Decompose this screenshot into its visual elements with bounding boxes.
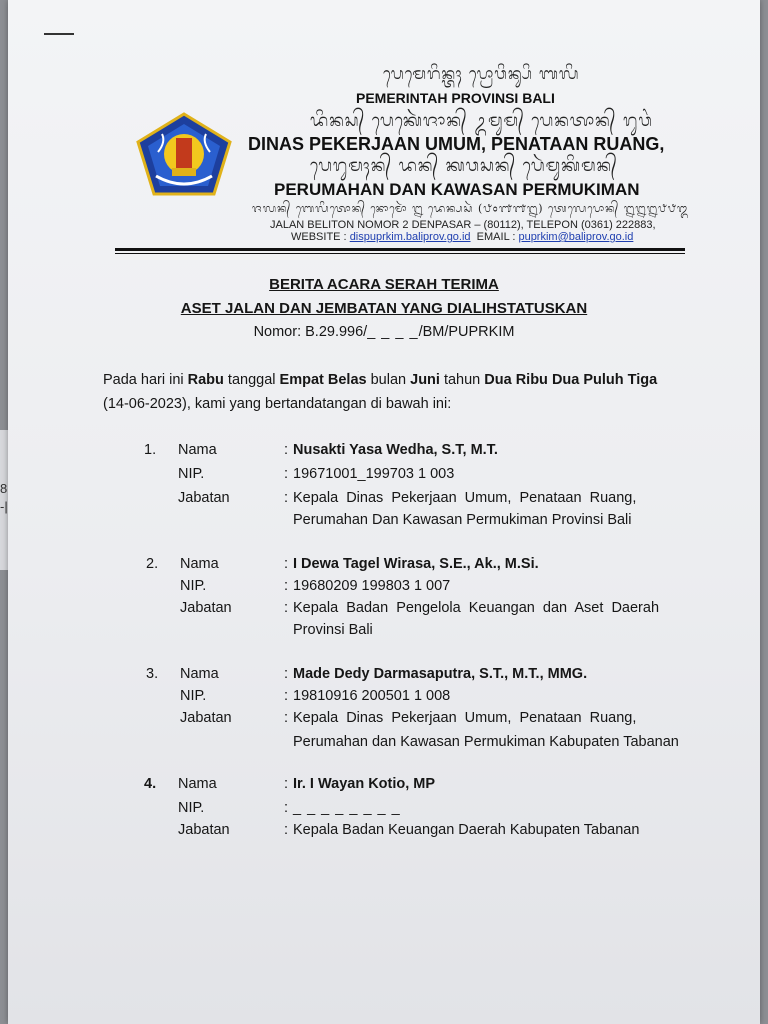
- adjacent-paper-text: 8 -|: [0, 481, 8, 514]
- party-number: 4.: [144, 776, 157, 792]
- party-position-cont: Provinsi Bali: [293, 622, 373, 638]
- colon: :: [284, 600, 289, 616]
- letterhead-rule: [115, 248, 685, 251]
- party-position-cont: Perumahan Dan Kawasan Permukiman Provinsi Bali: [293, 512, 632, 528]
- bali-province-emblem-icon: [136, 112, 232, 196]
- party-name: Nusakti Yasa Wedha, S.T, M.T.: [293, 442, 498, 458]
- colon: :: [284, 710, 289, 726]
- party-position: Kepala Badan Pengelola Keuangan dan Aset Daerah: [293, 600, 660, 616]
- address-line: JALAN BELITON NOMOR 2 DENPASAR – (80112), TELEPON (0361) 222883,: [270, 219, 656, 231]
- party-name: Ir. I Wayan Kotio, MP: [293, 776, 436, 792]
- party-number: 3.: [146, 666, 159, 682]
- pen-mark: [44, 33, 74, 35]
- intro-line1: Pada hari ini Rabu tanggal Empat Belas bulan Juni tahun Dua Ribu Dua Puluh Tiga: [103, 372, 658, 388]
- balinese-script-line: ᬧᬾᬫᬾᬭᬶᬦ᭄ᬢᬄ ᬧ᭄ᬭᭀᬯᬶᬦ᭄ᬲᬶ ᬩᬮᬶ: [383, 64, 580, 83]
- party-position-cont: Perumahan dan Kawasan Permukiman Kabupaten Tabanan: [293, 734, 679, 750]
- party-name: Made Dedy Darmasaputra, S.T., M.T., MMG.: [293, 666, 588, 682]
- colon: :: [284, 466, 289, 482]
- colon: :: [284, 666, 289, 682]
- party-nip: 19671001_199703 1 003: [293, 466, 455, 482]
- party-nip-blank: _ _ _ _ _ _ _ _: [293, 800, 401, 816]
- nip-label: NIP.: [180, 688, 207, 704]
- jabatan-label: Jabatan: [180, 710, 232, 726]
- document-page: [8, 0, 760, 1024]
- party-nip: 19680209 199803 1 007: [293, 578, 451, 594]
- contact-line: WEBSITE : dispuprkim.baliprov.go.id EMAIL : puprkim@baliprov.go.id: [291, 231, 634, 243]
- colon: :: [284, 776, 289, 792]
- balinese-script-address: ᬚᬮᬦ᭄ ᬩᬾᬮᬶᬢᭀᬦ᭄ ᬦᭀᬫᭀᬃ ᭒ ᬤᬾᬦ᭄ᬧᬲᬃ (᭘᭐᭑᭑᭒) ᬢᬾᬮᬾᬧᭀᬦ᭄ ᭒᭒᭒᭘᭘᭓: [252, 202, 689, 215]
- email-link[interactable]: puprkim@baliprov.go.id: [518, 231, 634, 243]
- colon: :: [284, 442, 289, 458]
- party-name: I Dewa Tagel Wirasa, S.E., Ak., M.Si.: [293, 556, 539, 572]
- party-nip: 19810916 200501 1 008: [293, 688, 451, 704]
- party-position: Kepala Badan Keuangan Daerah Kabupaten Tabanan: [293, 822, 640, 838]
- colon: :: [284, 556, 289, 572]
- colon: :: [284, 688, 289, 704]
- colon: :: [284, 490, 289, 506]
- colon: :: [284, 800, 289, 816]
- document-title: BERITA ACARA SERAH TERIMA: [269, 276, 499, 293]
- jabatan-label: Jabatan: [178, 822, 230, 838]
- nip-label: NIP.: [178, 466, 205, 482]
- colon: :: [284, 578, 289, 594]
- letterhead-rule-thin: [115, 253, 685, 254]
- agency-name-line1: DINAS PEKERJAAN UMUM, PENATAAN RUANG,: [248, 134, 665, 154]
- website-link[interactable]: dispuprkim.baliprov.go.id: [349, 231, 471, 243]
- intro-line2: (14-06-2023), kami yang bertandatangan di bawah ini:: [103, 396, 452, 412]
- jabatan-label: Jabatan: [178, 490, 230, 506]
- balinese-script-line: ᬧᬾᬭᬸᬫᬄᬦ᭄ ᬤᬦ᭄ ᬓᬯᬲᬦ᭄ ᬧᬾᬃᬫᬸᬓᬶᬫᬦ᭄: [310, 156, 618, 176]
- nip-label: NIP.: [178, 800, 205, 816]
- nip-label: NIP.: [180, 578, 207, 594]
- document-subtitle: ASET JALAN DAN JEMBATAN YANG DIALIHSTATUSKAN: [180, 300, 588, 317]
- balinese-script-line: ᬤᬶᬦᬲ᭄ ᬧᬾᬓᬾᬃᬚᬵᬦ᭄ ᬉᬫᬸᬫ᭄ ᬧᬾᬦᬢᬵᬦ᭄ ᬭᬸᬯᬂ: [310, 111, 653, 131]
- party-position: Kepala Dinas Pekerjaan Umum, Penataan Ruang,: [293, 490, 637, 506]
- name-label: Nama: [178, 776, 217, 792]
- party-position: Kepala Dinas Pekerjaan Umum, Penataan Ruang,: [293, 710, 637, 726]
- party-number: 2.: [146, 556, 159, 572]
- agency-name-line2: PERUMAHAN DAN KAWASAN PERMUKIMAN: [274, 180, 640, 199]
- government-name: PEMERINTAH PROVINSI BALI: [356, 90, 555, 106]
- name-label: Nama: [180, 556, 219, 572]
- name-label: Nama: [178, 442, 217, 458]
- document-number: Nomor: B.29.996/_ _ _ _/BM/PUPRKIM: [253, 324, 515, 340]
- party-number: 1.: [144, 442, 157, 458]
- jabatan-label: Jabatan: [180, 600, 232, 616]
- colon: :: [284, 822, 289, 838]
- name-label: Nama: [180, 666, 219, 682]
